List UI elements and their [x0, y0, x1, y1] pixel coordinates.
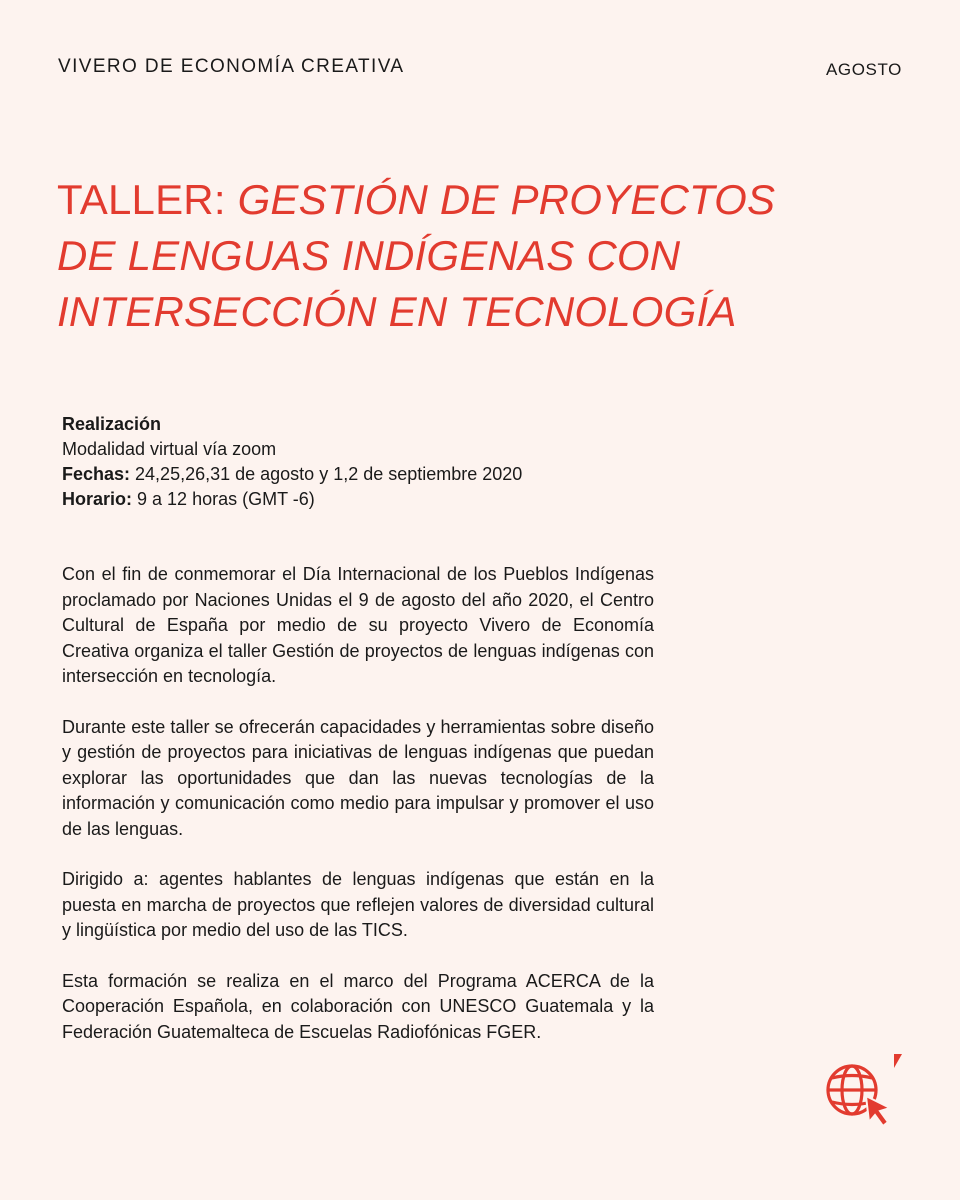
- schedule-value: 9 a 12 horas (GMT -6): [132, 489, 315, 509]
- paragraph-2: Durante este taller se ofrecerán capacidades y herramientas sobre diseño y gestión de proyectos para iniciativas de lenguas indígenas que puedan explorar las oportunidades que dan las nuevas tecnologías de la información y comunicación como medio para impulsar y promover el uso de las lenguas.: [62, 716, 654, 839]
- month-label: AGOSTO: [825, 60, 902, 79]
- paragraph-3: Dirigido a: agentes hablantes de lenguas indígenas que están en la puesta en marcha de proyectos que reflejen valores de diversidad cultural y lingüística por medio del uso de las TICS.: [62, 869, 654, 940]
- title-prefix: TALLER:: [57, 176, 238, 223]
- event-details: [62, 412, 762, 512]
- title-line-2: DE LENGUAS INDÍGENAS CON: [57, 232, 681, 279]
- details-modality: Modalidad virtual vía zoom: [62, 439, 277, 459]
- paragraph-1: Con el fin de conmemorar el Día Internacional de los Pueblos Indígenas proclamado por Naciones Unidas el 9 de agosto del año 2020, el Centro Cultural de España por medio de su proyecto Vivero de Economía Creativa organiza el taller Gestión de proyectos de lenguas indígenas con intersección en tecnología.: [62, 564, 654, 686]
- details-heading: Realización: [62, 414, 162, 434]
- page-title: [57, 172, 857, 340]
- details-schedule: [62, 487, 762, 512]
- title-line-3: INTERSECCIÓN EN TECNOLOGÍA: [57, 288, 737, 335]
- paragraph-4: Esta formación se realiza en el marco del Programa ACERCA de la Cooperación Española, en colaboración con UNESCO Guatemala y la Federación Guatemalteca de Escuelas Radiofónicas FGER.: [62, 970, 654, 1042]
- details-dates: [62, 462, 762, 487]
- globe-cursor-icon: [822, 1052, 906, 1132]
- description: [62, 562, 654, 1070]
- title-line-1: GESTIÓN DE PROYECTOS: [237, 176, 776, 223]
- dates-value: 24,25,26,31 de agosto y 1,2 de septiembre 2020: [130, 464, 523, 484]
- dates-label: Fechas:: [62, 464, 131, 484]
- brand-label: VIVERO DE ECONOMÍA CREATIVA: [58, 56, 405, 77]
- schedule-label: Horario:: [62, 489, 133, 509]
